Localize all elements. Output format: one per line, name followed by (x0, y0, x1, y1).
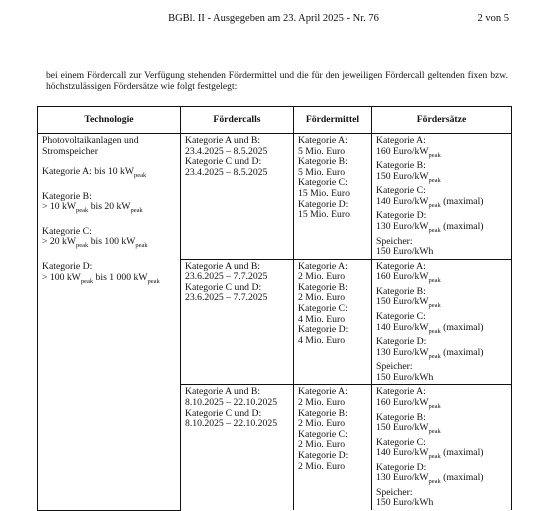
page-number: 2 von 5 (477, 13, 509, 24)
calls-line: Kategorie A und B: (185, 135, 261, 146)
mittel-line: 2 Mio. Euro (298, 396, 346, 408)
saetze-line: 150 Euro/kWh (376, 246, 434, 258)
calls-line: 8.10.2025 – 22.10.2025 (185, 418, 278, 430)
calls-line: 23.4.2025 – 8.5.2025 (185, 145, 268, 157)
saetze-line: 150 Euro/$kW_{peak}$ (376, 296, 441, 310)
mittel-line: Kategorie B: (298, 156, 348, 168)
col-header-foerdercalls: Fördercalls (181, 107, 294, 134)
saetze-line: Kategorie C: (376, 185, 426, 197)
saetze-line: 150 Euro/$kW_{peak}$ (376, 422, 441, 436)
mittel-line: 2 Mio. Euro (298, 460, 346, 472)
calls-line: 23.6.2025 – 7.7.2025 (185, 292, 268, 304)
technologie-cell (38, 134, 181, 511)
tech-category-b-label: Kategorie B: (42, 190, 92, 202)
mittel-line: 5 Mio. Euro (298, 145, 346, 157)
saetze-line: 140 Euro/$kW_{peak}$ (maximal) (376, 321, 484, 335)
saetze-line: 150 Euro/kWh (376, 497, 434, 509)
mittel-line: 2 Mio. Euro (298, 292, 346, 304)
mittel-line: 15 Mio. Euro (298, 187, 350, 199)
calls-line: Kategorie A und B: (185, 386, 261, 398)
tech-title-line: Stromspeicher (42, 145, 98, 157)
saetze-line: 130 Euro/$kW_{peak}$ (maximal) (376, 472, 484, 486)
mittel-line: Kategorie A: (298, 135, 348, 146)
mittel-line: 5 Mio. Euro (298, 166, 346, 178)
calls-line: Kategorie C und D: (185, 407, 262, 419)
mittel-line: Kategorie C: (298, 177, 348, 189)
mittel-line: 2 Mio. Euro (298, 271, 346, 283)
saetze-line: 160 Euro/$kW_{peak}$ (376, 271, 441, 285)
saetze-cell (372, 134, 512, 260)
funding-table (37, 106, 512, 511)
mittel-line: Kategorie D: (298, 449, 349, 461)
tech-category-d-range: > 100 $kW_{peak}$ bis 1 000 $kW_{peak}$ (42, 271, 160, 285)
tech-title-line: Photovoltaikanlagen und (42, 135, 139, 146)
calls-cell (181, 259, 294, 385)
mittel-line: Kategorie D: (298, 324, 349, 336)
mittel-cell (294, 385, 372, 510)
mittel-line: Kategorie A: (298, 260, 348, 272)
calls-line: Kategorie C und D: (185, 156, 262, 168)
mittel-line: Kategorie B: (298, 281, 348, 293)
saetze-line: Kategorie C: (376, 310, 426, 322)
saetze-line: 160 Euro/$kW_{peak}$ (376, 396, 441, 410)
saetze-line: 140 Euro/$kW_{peak}$ (maximal) (376, 447, 484, 461)
gazette-title: BGBl. II - Ausgegeben am 23. April 2025 - Nr. 76 (168, 13, 379, 24)
calls-line: 23.4.2025 – 8.5.2025 (185, 166, 268, 178)
table-row (38, 134, 512, 260)
saetze-line: Kategorie B: (376, 285, 426, 297)
calls-cell (181, 134, 294, 260)
mittel-line: Kategorie C: (298, 303, 348, 315)
calls-line: 8.10.2025 – 22.10.2025 (185, 396, 278, 408)
col-header-technologie: Technologie (38, 107, 181, 134)
saetze-line: Kategorie D: (376, 336, 427, 348)
saetze-line: 130 Euro/$kW_{peak}$ (maximal) (376, 220, 484, 234)
calls-line: Kategorie C und D: (185, 281, 262, 293)
mittel-cell (294, 134, 372, 260)
saetze-line: Kategorie A: (376, 386, 426, 398)
col-header-foerdermittel: Fördermittel (294, 107, 372, 134)
calls-line: Kategorie A und B: (185, 260, 261, 272)
saetze-line: Kategorie A: (376, 260, 426, 272)
tech-category-b-range: > 10 $kW_{peak}$ bis 20 $kW_{peak}$ (42, 201, 143, 215)
mittel-line: Kategorie C: (298, 428, 348, 440)
tech-category-d-label: Kategorie D: (42, 260, 93, 272)
saetze-line: 150 Euro/kWh (376, 371, 434, 383)
saetze-line: 140 Euro/$kW_{peak}$ (maximal) (376, 195, 484, 209)
saetze-line: 130 Euro/$kW_{peak}$ (maximal) (376, 346, 484, 360)
mittel-cell (294, 259, 372, 385)
calls-cell (181, 385, 294, 510)
saetze-line: Kategorie A: (376, 135, 426, 146)
saetze-line: 150 Euro/$kW_{peak}$ (376, 170, 441, 184)
saetze-cell (372, 259, 512, 385)
col-header-foerdersaetze: Fördersätze (372, 107, 512, 134)
saetze-line: Kategorie D: (376, 461, 427, 473)
saetze-line: Kategorie C: (376, 436, 426, 448)
saetze-line: Kategorie B: (376, 160, 426, 172)
tech-category-a: Kategorie A: bis 10 $kW_{peak}$ (42, 166, 147, 180)
calls-line: 23.6.2025 – 7.7.2025 (185, 271, 268, 283)
table-header-row (38, 107, 512, 134)
mittel-line: Kategorie A: (298, 386, 348, 398)
mittel-line: 2 Mio. Euro (298, 439, 346, 451)
saetze-line: Speicher: (376, 486, 413, 498)
mittel-line: 4 Mio. Euro (298, 334, 346, 346)
mittel-line: Kategorie D: (298, 198, 349, 210)
mittel-line: Kategorie B: (298, 407, 348, 419)
saetze-cell (372, 385, 512, 510)
saetze-line: Kategorie D: (376, 210, 427, 222)
saetze-line: Kategorie B: (376, 411, 426, 423)
mittel-line: 4 Mio. Euro (298, 313, 346, 325)
tech-category-c-label: Kategorie C: (42, 225, 92, 237)
tech-category-c-range: > 20 $kW_{peak}$ bis 100 $kW_{peak}$ (42, 236, 148, 250)
intro-paragraph: bei einem Fördercall zur Verfügung stehenden Fördermittel und die für den jeweiligen Fördercall geltenden fixen bzw. höchstzulässigen Fördersätze wie folgt festgelegt: (46, 70, 508, 92)
saetze-line: 160 Euro/$kW_{peak}$ (376, 145, 441, 159)
mittel-line: 15 Mio. Euro (298, 209, 350, 221)
saetze-line: Speicher: (376, 361, 413, 373)
saetze-line: Speicher: (376, 235, 413, 247)
mittel-line: 2 Mio. Euro (298, 418, 346, 430)
